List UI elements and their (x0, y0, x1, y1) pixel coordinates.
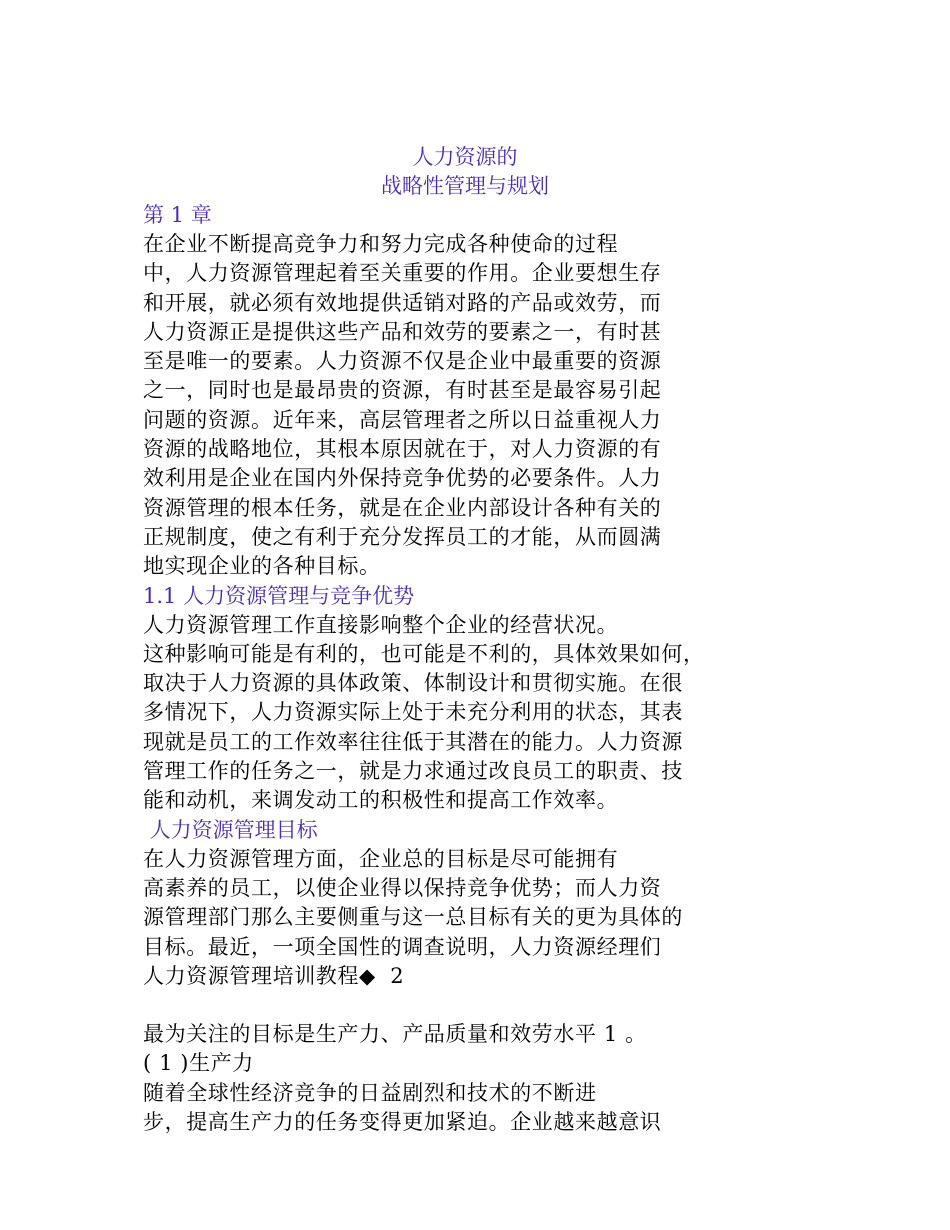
text-line: 取决于人力资源的具体政策、体制设计和贯彻实施。在很 (143, 671, 683, 696)
text-line: 步，提高生产力的任务变得更加紧迫。企业越来越意识 (143, 1110, 662, 1135)
paragraph-intro (143, 230, 803, 582)
document-title (135, 143, 795, 201)
text-line: 正规制度，使之有利于充分发挥员工的才能，从而圆满 (143, 524, 662, 549)
text-line: 这种影响可能是有利的，也可能是不利的，具体效果如何， (143, 641, 705, 666)
title-line-1: 人力资源的 (412, 145, 518, 169)
paragraph-productivity (143, 1079, 803, 1138)
text-line: 多情况下，人力资源实际上处于未充分利用的状态，其表 (143, 700, 683, 725)
text-line: 现就是员工的工作效率往往低于其潜在的能力。人力资源 (143, 729, 683, 754)
document-page (143, 143, 803, 1137)
text-line: 效利用是企业在国内外保持竞争优势的必要条件。人力 (143, 466, 662, 491)
text-line: 之一，同时也是最昂贵的资源，有时甚至是最容易引起 (143, 378, 662, 403)
title-line-2: 战略性管理与规划 (381, 174, 549, 198)
text-line: 能和动机，来调发动工的积极性和提高工作效率。 (143, 788, 619, 813)
section-heading-goals: 人力资源管理目标 (143, 817, 318, 842)
text-line: 和开展，就必须有效地提供适销对路的产品或效劳，而 (143, 290, 662, 315)
page-footer: 人力资源管理培训教程◆ 2 (143, 963, 405, 988)
paragraph-competitive-advantage (143, 611, 803, 816)
text-line: 资源的战略地位，其根本原因就在于，对人力资源的有 (143, 437, 662, 462)
text-line: 源管理部门那么主要侧重与这一总目标有关的更为具体的 (143, 905, 683, 930)
text-line: 最为关注的目标是生产力、产品质量和效劳水平 1 。 (143, 1022, 647, 1047)
text-line: 人力资源正是提供这些产品和效劳的要素之一，有时甚 (143, 319, 662, 344)
text-line: 中，人力资源管理起着至关重要的作用。企业要想生存 (143, 261, 662, 286)
text-line: 问题的资源。近年来，高层管理者之所以日益重视人力 (143, 407, 662, 432)
item-heading-productivity: ( 1 )生产力 (143, 1051, 254, 1076)
page-break-gap (143, 991, 803, 1020)
section-heading-1-1: 1.1 人力资源管理与竞争优势 (143, 583, 415, 608)
paragraph-goals (143, 845, 803, 962)
text-line: 人力资源管理工作直接影响整个企业的经营状况。 (143, 612, 619, 637)
text-line: 至是唯一的要素。人力资源不仅是企业中最重要的资源 (143, 349, 662, 374)
text-line: 在人力资源管理方面，企业总的目标是尽可能拥有 (143, 846, 619, 871)
chapter-heading: 第 1 章 (143, 203, 212, 227)
text-line: 随着全球性经济竞争的日益剧烈和技术的不断进 (143, 1080, 597, 1105)
text-line: 资源管理的根本任务，就是在企业内部设计各种有关的 (143, 495, 662, 520)
text-line: 目标。最近，一项全国性的调查说明，人力资源经理们 (143, 934, 662, 959)
paragraph-focus (143, 1020, 803, 1049)
text-line: 地实现企业的各种目标。 (143, 554, 381, 579)
text-line: 管理工作的任务之一，就是力求通过改良员工的职责、技 (143, 759, 683, 784)
text-line: 在企业不断提高竞争力和努力完成各种使命的过程 (143, 232, 619, 256)
text-line: 高素养的员工，以使企业得以保持竞争优势；而人力资 (143, 875, 662, 900)
